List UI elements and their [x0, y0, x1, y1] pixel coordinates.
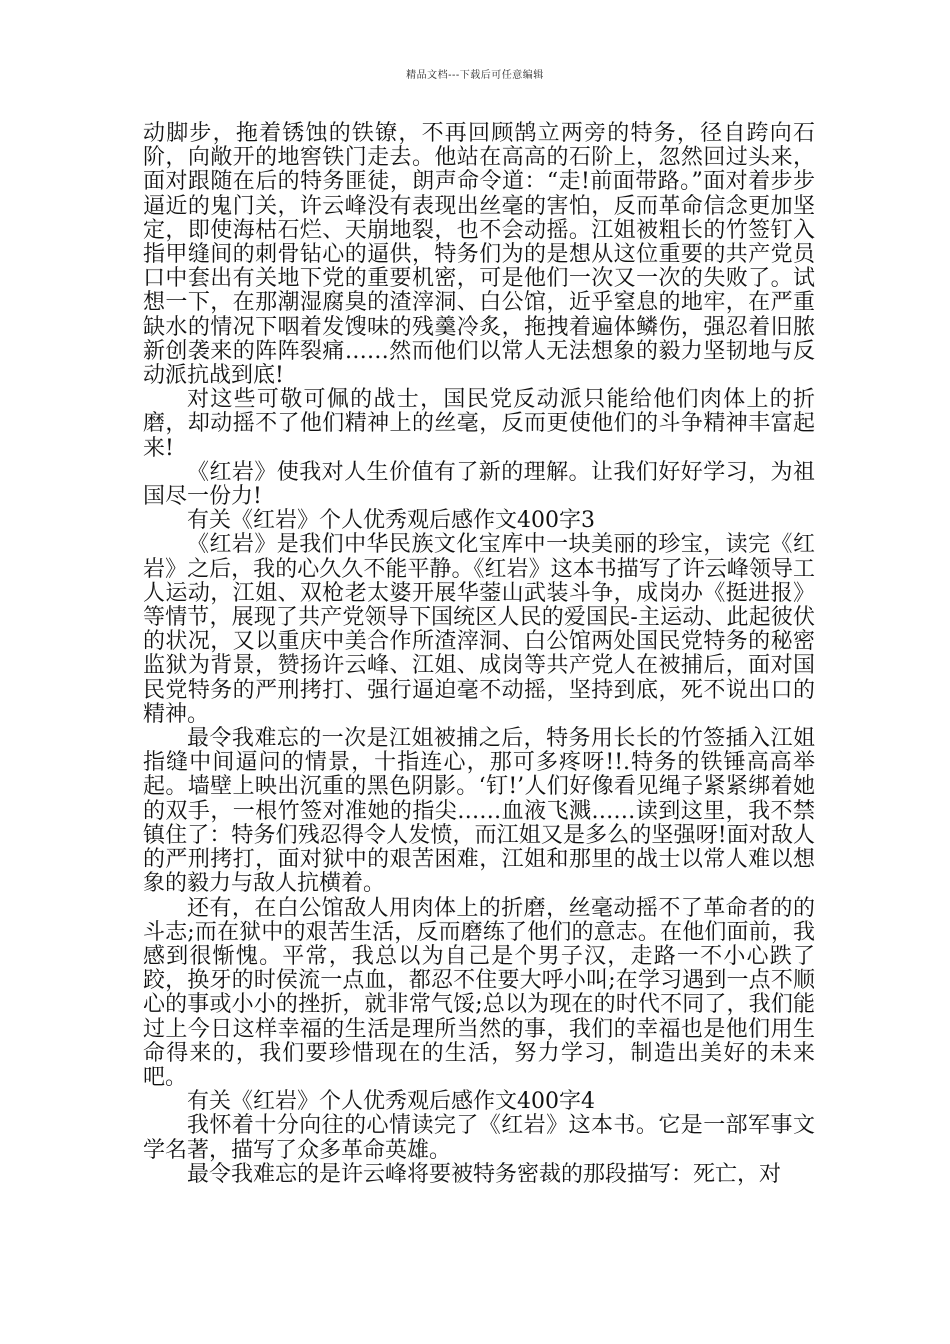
paragraph-continuation: 动脚步，拖着锈蚀的铁镣，不再回顾鹄立两旁的特务，径自跨向石阶，向敞开的地窖铁门走去。他站在高高的石阶上，忽然回过头来，面对跟随在后的特务匪徒，朗声命令道：“走!前面带路。”面对着步步逼近的鬼门关，许云峰没有表现出丝毫的害怕，反而革命信念更加坚定，即使海枯石烂、天崩地裂，也不会动摇。江姐被粗长的竹签钉入指甲缝间的刺骨钻心的逼供，特务们为的是想从这位重要的共产党员口中套出有关地下党的重要机密，可是他们一次又一次的失败了。试想一下，在那潮湿腐臭的渣滓洞、白公馆，近乎窒息的地牢，在严重缺水的情况下咽着发馊味的残羹冷炙，拖拽着遍体鳞伤，强忍着旧脓新创袭来的阵阵裂痛……然而他们以常人无法想象的毅力坚韧地与反动派抗战到底!	[143, 121, 815, 389]
paragraph: 对这些可敬可佩的战士，国民党反动派只能给他们肉体上的折磨，却动摇不了他们精神上的丝毫，反而更使他们的斗争精神丰富起来!	[143, 387, 815, 461]
paragraph: 《红岩》是我们中华民族文化宝库中一块美丽的珍宝，读完《红岩》之后，我的心久久不能平静。《红岩》这本书描写了许云峰领导工人运动，江姐、双枪老太婆开展华蓥山武装斗争，成岗办《挺进报》等情节，展现了共产党领导下国统区人民的爱国民-主运动、此起彼伏的状况，又以重庆中美合作所渣滓洞、白公馆两处国民党特务的秘密监狱为背景，赞扬许云峰、江姐、成岗等共产党人在被捕后，面对国民党特务的严刑拷打、强行逼迫毫不动摇，坚持到底，死不说出口的精神。	[143, 532, 815, 727]
paragraph: 最令我难忘的一次是江姐被捕之后，特务用长长的竹签插入江姐指缝中间逼问的情景，十指连心，那可多疼呀!!.特务的铁锤高高举起。墙壁上映出沉重的黑色阴影。‘钉!’人们好像看见绳子紧紧绑着她的双手，一根竹签对准她的指尖……血液飞溅……读到这里，我不禁镇住了：特务们残忍得令人发愤，而江姐又是多么的坚强呀!面对敌人的严刑拷打，面对狱中的艰苦困难，江姐和那里的战士以常人难以想象的毅力与敌人抗横着。	[143, 726, 815, 897]
section-heading: 有关《红岩》个人优秀观后感作文400字3	[187, 508, 595, 534]
running-header: 精品文档---下载后可任意编辑	[406, 70, 544, 81]
paragraph: 我怀着十分向往的心情读完了《红岩》这本书。它是一部军事文学名著，描写了众多革命英雄。	[143, 1113, 815, 1163]
section-heading: 有关《红岩》个人优秀观后感作文400字4	[187, 1089, 595, 1115]
paragraph: 《红岩》使我对人生价值有了新的理解。让我们好好学习，为祖国尽一份力!	[143, 459, 815, 510]
paragraph: 最令我难忘的是许云峰将要被特务密裁的那段描写：死亡，对	[187, 1161, 782, 1187]
paragraph: 还有，在白公馆敌人用肉体上的折磨，丝毫动摇不了革命者的的斗志;而在狱中的艰苦生活，反而磨练了他们的意志。在他们面前，我感到很惭愧。平常，我总以为自己是个男子汉，走路一不小心跌了跤，换牙的时侯流一点血，都忍不住要大呼小叫;在学习遇到一点不顺心的事或小小的挫折，就非常气馁;总以为现在的时代不同了，我们能过上今日这样幸福的生活是理所当然的事，我们的幸福也是他们用生命得来的，我们要珍惜现在的生活，努力学习，制造出美好的未来吧。	[143, 895, 815, 1090]
document-body	[143, 122, 815, 1187]
